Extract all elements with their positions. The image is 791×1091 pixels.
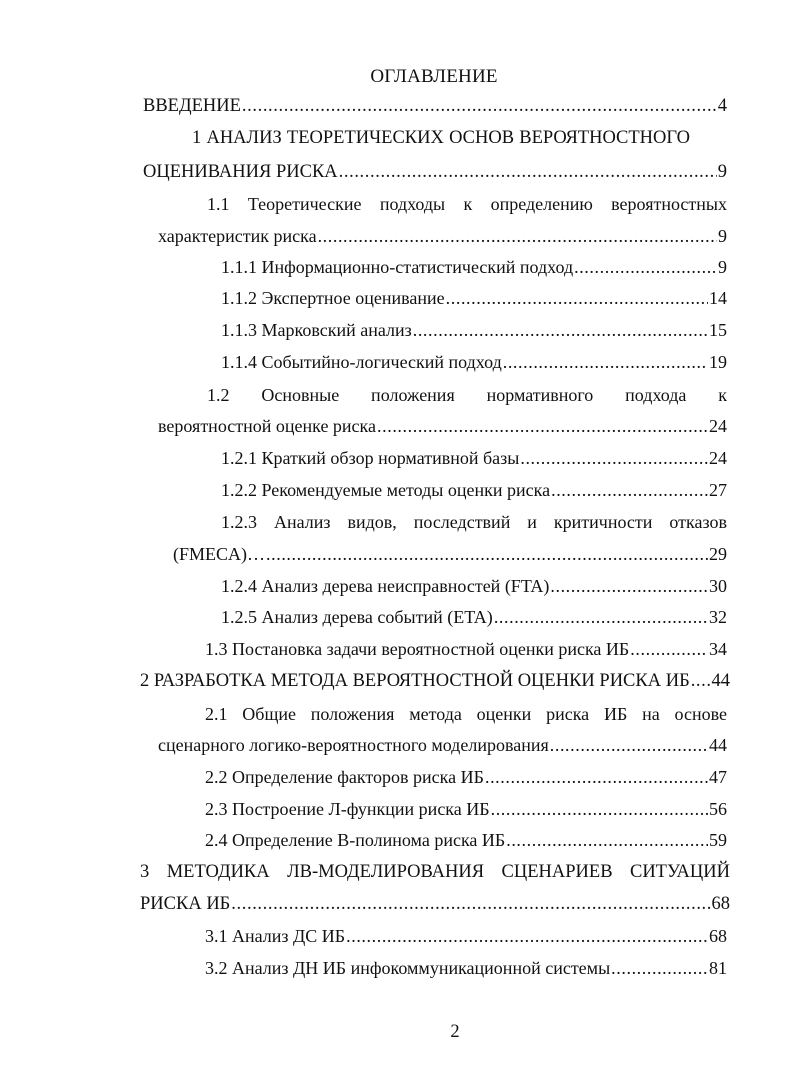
toc-entry-text: 1.1.2 Экспертное оценивание xyxy=(221,288,445,308)
toc-entry-page: 29 xyxy=(709,544,727,564)
toc-entry-text: вероятностной оценке риска xyxy=(158,416,377,436)
toc-entry-text: 1.2.5 Анализ дерева событий (ETA) xyxy=(221,607,493,627)
toc-entry-text: 1.1.4 Событийно-логический подход xyxy=(221,352,502,372)
toc-entry-first-line: 1 АНАЛИЗ ТЕОРЕТИЧЕСКИХ ОСНОВ ВЕРОЯТНОСТНОГО xyxy=(192,128,690,148)
toc-entry-page: 27 xyxy=(709,480,727,500)
toc-entry-first-line: 3 МЕТОДИКА ЛВ-МОДЕЛИРОВАНИЯ СЦЕНАРИЕВ СИТУАЦИЙ xyxy=(140,862,730,882)
leader-dots xyxy=(413,320,708,341)
leader-dots xyxy=(550,576,708,597)
toc-entry-page: 14 xyxy=(709,288,727,308)
leader-dots xyxy=(630,639,708,660)
toc-entry-text: характеристик риска xyxy=(158,226,317,246)
toc-entry-page: 15 xyxy=(709,320,727,340)
toc-entry-page: 81 xyxy=(709,958,727,978)
toc-entry-text: 1.1.1 Информационно-статистический подход xyxy=(221,257,574,277)
leader-dots xyxy=(231,894,710,915)
toc-entry-2-4[interactable] xyxy=(205,830,727,851)
leader-dots xyxy=(551,480,708,501)
leader-dots xyxy=(377,416,708,437)
leader-dots xyxy=(503,352,708,373)
page-title: ОГЛАВЛЕНИЕ xyxy=(370,66,498,87)
toc-entry-page: 24 xyxy=(709,448,727,468)
toc-entry-2-3[interactable] xyxy=(205,799,727,820)
leader-dots xyxy=(446,288,708,309)
toc-entry-text: ВВЕДЕНИЕ xyxy=(143,96,241,116)
leader-dots xyxy=(318,226,717,247)
toc-entry-text: 2.2 Определение факторов риска ИБ xyxy=(205,767,484,787)
toc-entry-page: 47 xyxy=(709,767,727,787)
toc-entry-1-2[interactable] xyxy=(158,416,727,437)
toc-entry-text: 1.2.4 Анализ дерева неисправностей (FTA) xyxy=(221,576,550,596)
toc-entry-1-2-2[interactable] xyxy=(221,480,727,501)
toc-entry-1-2-5[interactable] xyxy=(221,607,727,628)
toc-entry-text: 1.2.2 Рекомендуемые методы оценки риска xyxy=(221,480,551,500)
leader-dots xyxy=(485,767,708,788)
toc-entry-page: 9 xyxy=(717,162,727,182)
toc-entry-intro[interactable] xyxy=(143,96,727,117)
toc-entry-1-1-1[interactable] xyxy=(221,257,727,278)
toc-entry-3-2[interactable] xyxy=(205,958,727,979)
toc-entry-page: 4 xyxy=(717,96,727,116)
toc-entry-first-line: 1.2.3 Анализ видов, последствий и критичности отказов xyxy=(221,512,727,532)
toc-entry-page: 19 xyxy=(709,352,727,372)
toc-entry-text: 2.4 Определение В-полинома риска ИБ xyxy=(205,830,506,850)
toc-entry-page: 32 xyxy=(709,607,727,627)
leader-dots xyxy=(691,671,711,692)
toc-entry-3-1[interactable] xyxy=(205,926,727,947)
toc-entry-text: 2 РАЗРАБОТКА МЕТОДА ВЕРОЯТНОСТНОЙ ОЦЕНКИ РИСКА ИБ xyxy=(140,671,690,691)
toc-entry-2-2[interactable] xyxy=(205,767,727,788)
toc-entry-1-3[interactable] xyxy=(205,639,727,660)
leader-dots xyxy=(339,162,717,183)
toc-entry-first-line: 1.1 Теоретические подходы к определению вероятностных xyxy=(207,194,727,214)
toc-entry-1-1[interactable] xyxy=(158,226,727,247)
toc-entry-page: 9 xyxy=(718,257,727,277)
toc-entry-text: 1.2.1 Краткий обзор нормативной базы xyxy=(221,448,520,468)
toc-entry-chapter-1[interactable] xyxy=(143,162,727,183)
leader-dots xyxy=(494,607,708,628)
toc-entry-chapter-3[interactable] xyxy=(140,894,730,915)
toc-entry-page: 59 xyxy=(709,830,727,850)
toc-entry-page: 68 xyxy=(711,894,730,914)
toc-entry-page: 56 xyxy=(709,799,727,819)
leader-dots xyxy=(242,96,717,117)
leader-dots xyxy=(550,735,708,756)
toc-entry-1-1-4[interactable] xyxy=(221,352,727,373)
toc-entry-1-1-2[interactable] xyxy=(221,288,727,309)
toc-entry-first-line: 2.1 Общие положения метода оценки риска ИБ на основе xyxy=(205,704,727,724)
toc-entry-page: 68 xyxy=(709,926,727,946)
toc-entry-1-1-3[interactable] xyxy=(221,320,727,341)
leader-dots xyxy=(506,830,708,851)
toc-entry-text: 1.3 Постановка задачи вероятностной оценки риска ИБ xyxy=(205,639,630,659)
toc-entry-1-2-4[interactable] xyxy=(221,576,727,597)
toc-entry-text: ОЦЕНИВАНИЯ РИСКА xyxy=(143,162,338,182)
toc-entry-text: 1.1.3 Марковский анализ xyxy=(221,320,412,340)
toc-entry-text: сценарного логико-вероятностного моделирования xyxy=(158,735,549,755)
leader-dots xyxy=(520,448,708,469)
toc-entry-text: 3.2 Анализ ДН ИБ инфокоммуникационной системы xyxy=(205,958,611,978)
toc-entry-2-1[interactable] xyxy=(158,735,727,756)
toc-entry-text: 2.3 Построение Л-функции риска ИБ xyxy=(205,799,490,819)
leader-dots xyxy=(346,926,708,947)
toc-entry-text: РИСКА ИБ xyxy=(140,894,231,914)
toc-entry-text: (FMECA)… xyxy=(173,544,266,564)
toc-entry-page: 44 xyxy=(709,735,727,755)
leader-dots xyxy=(611,958,708,979)
toc-entry-page: 24 xyxy=(709,416,727,436)
leader-dots xyxy=(574,257,717,278)
toc-entry-1-2-3[interactable] xyxy=(173,544,727,565)
leader-dots xyxy=(491,799,708,820)
leader-dots xyxy=(266,544,708,565)
toc-entry-page: 44 xyxy=(711,671,730,691)
toc-entry-text: 3.1 Анализ ДС ИБ xyxy=(205,926,346,946)
toc-entry-page: 9 xyxy=(718,226,727,246)
toc-entry-page: 30 xyxy=(709,576,727,596)
toc-entry-chapter-2[interactable] xyxy=(140,671,730,692)
toc-entry-1-2-1[interactable] xyxy=(221,448,727,469)
toc-entry-first-line: 1.2 Основные положения нормативного подхода к xyxy=(207,385,727,405)
page-number: 2 xyxy=(450,1022,460,1042)
toc-entry-page: 34 xyxy=(709,639,727,659)
